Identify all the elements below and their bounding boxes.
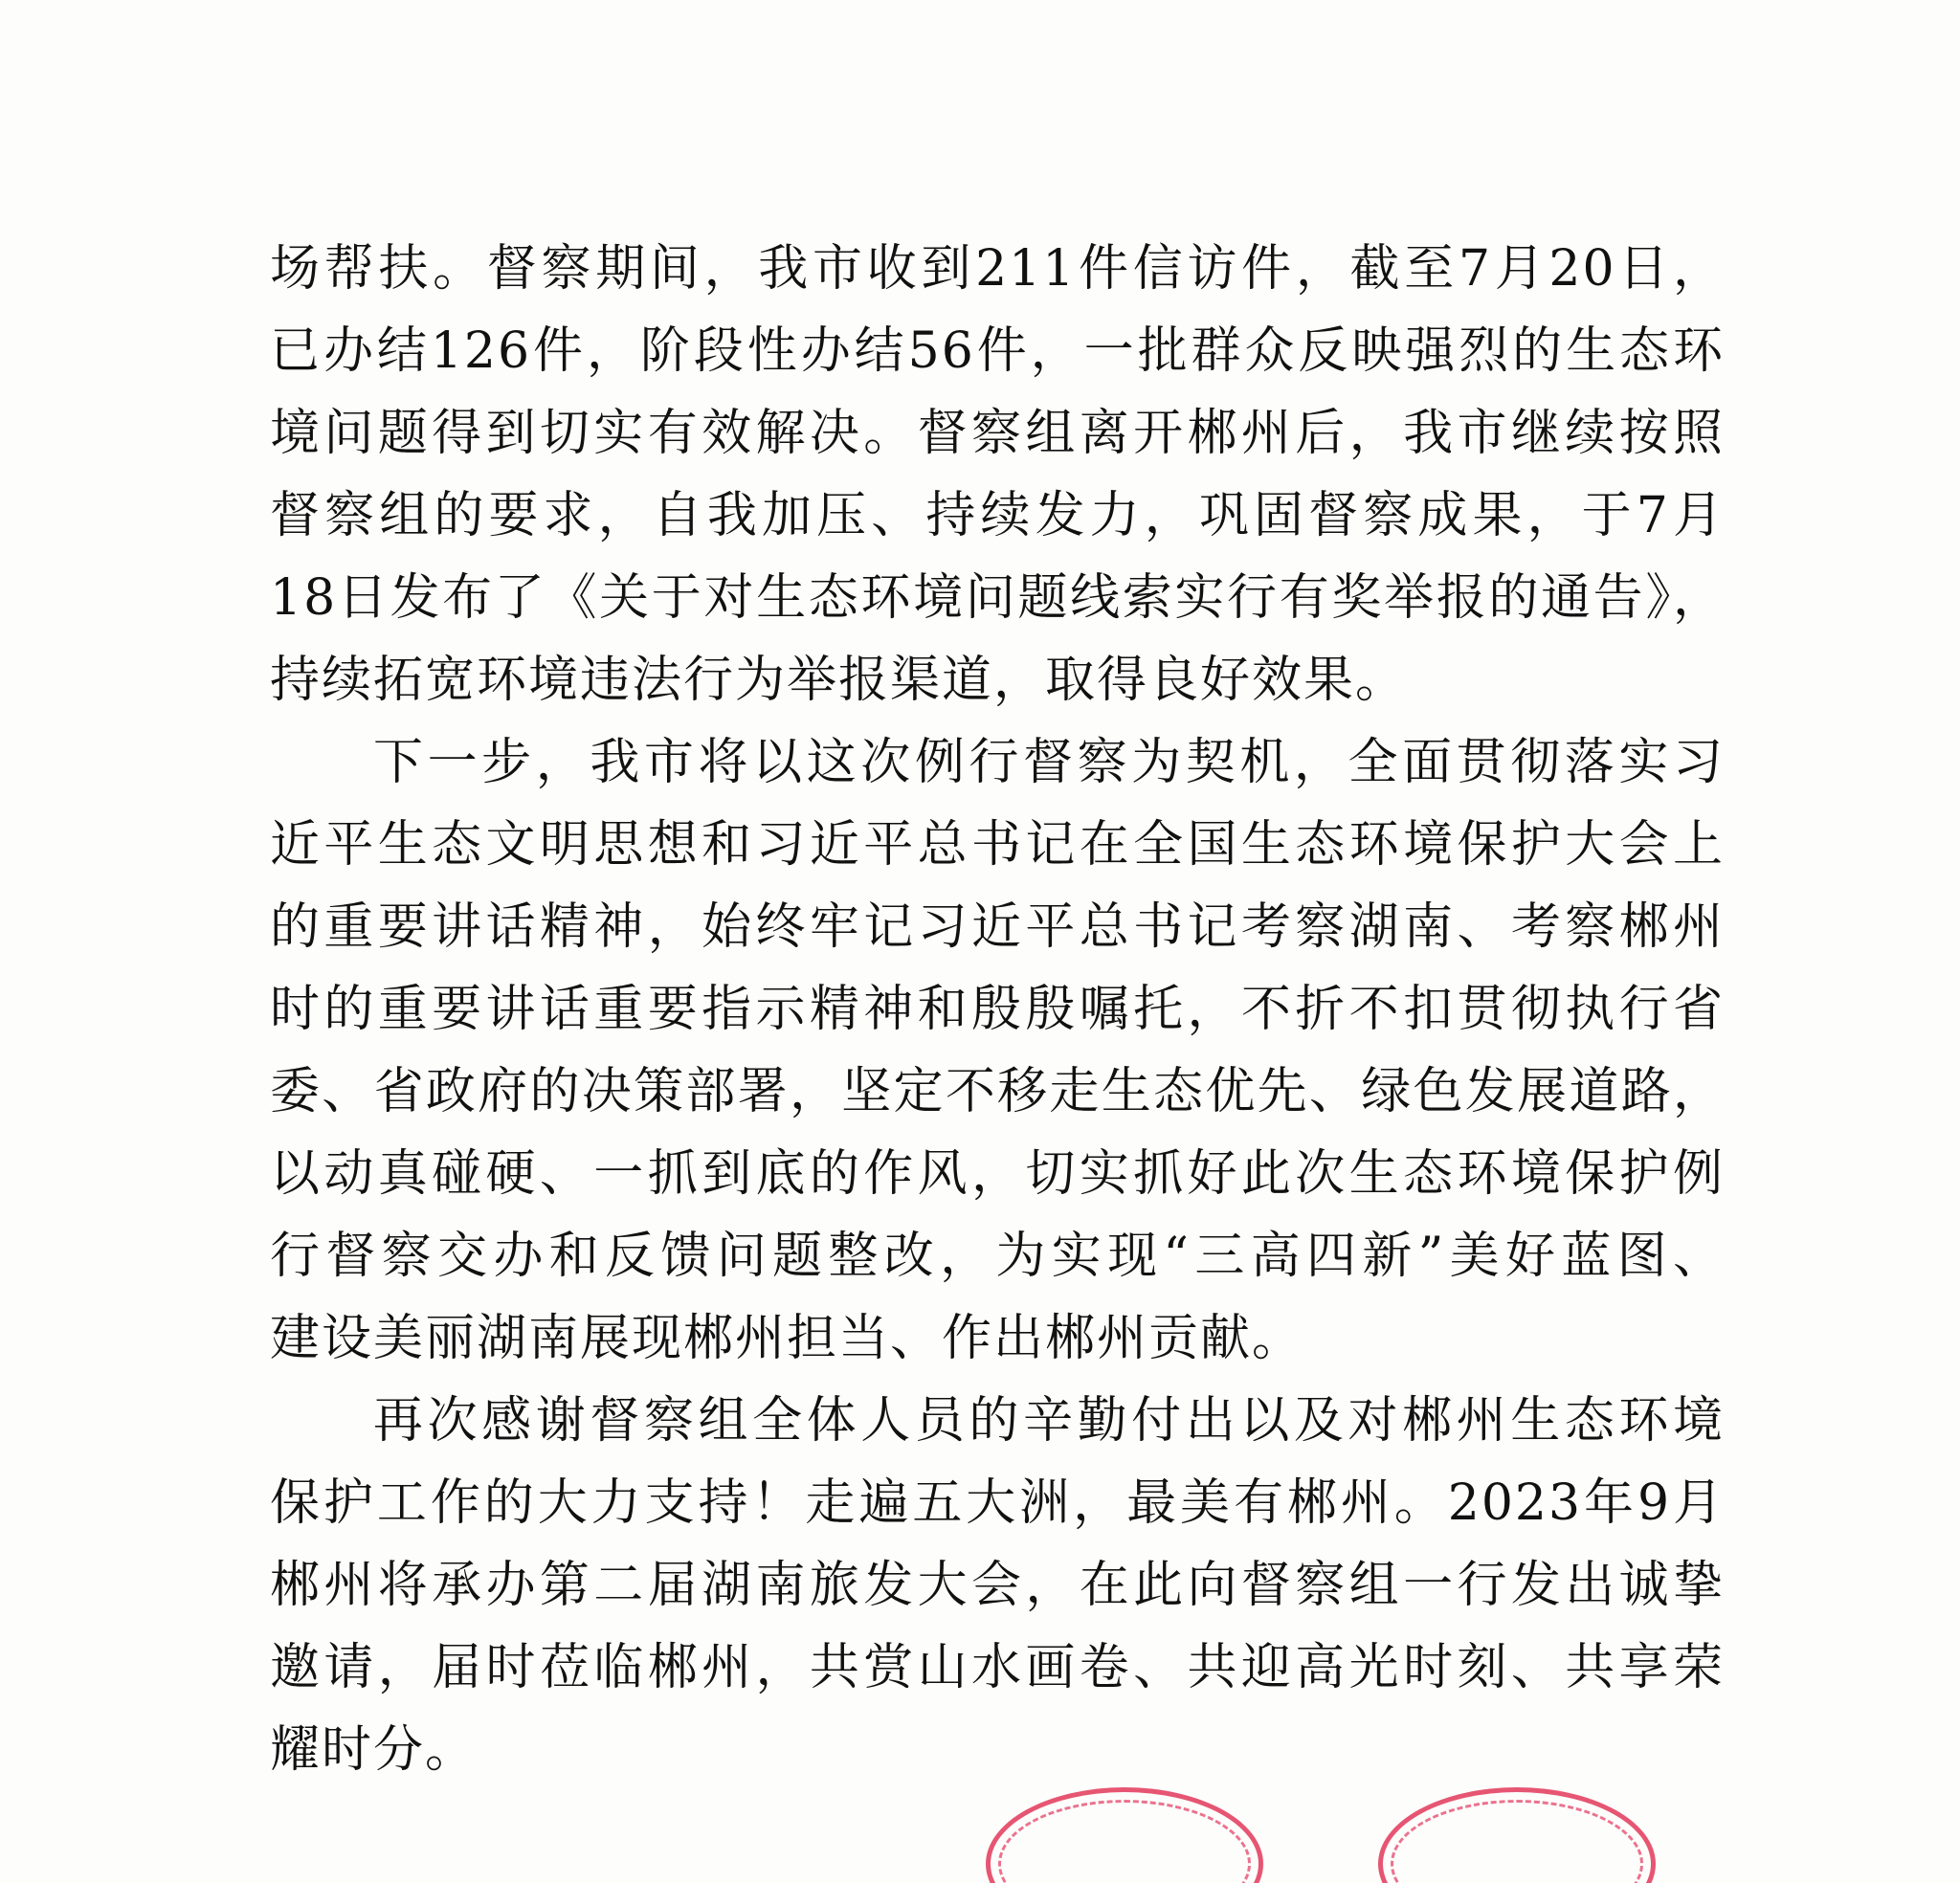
text-line: 18日发布了《关于对生态环境问题线索实行有奖举报的通告》， (270, 569, 1725, 627)
seal-ring (998, 1800, 1251, 1883)
official-seal-left (986, 1787, 1263, 1883)
text-line: 督察组的要求，自我加压、持续发力，巩固督察成果，于7月 (270, 487, 1725, 544)
text-line: 时的重要讲话重要指示精神和殷殷嘱托，不折不扣贯彻执行省 (270, 981, 1725, 1038)
text-line: 近平生态文明思想和习近平总书记在全国生态环境保护大会上 (270, 816, 1725, 874)
official-seal-right (1378, 1787, 1656, 1883)
text-line: 境问题得到切实有效解决。督察组离开郴州后，我市继续按照 (270, 405, 1725, 462)
text-line: 郴州将承办第二届湖南旅发大会，在此向督察组一行发出诚挚 (270, 1557, 1725, 1614)
text-line: 持续拓宽环境违法行为举报渠道，取得良好效果。 (270, 652, 1408, 709)
text-line: 耀时分。 (270, 1721, 478, 1779)
paragraph-1 (270, 228, 1725, 721)
document-body (270, 228, 1725, 1791)
seal-ring (1391, 1800, 1643, 1883)
text-line: 保护工作的大力支持！走遍五大洲，最美有郴州。2023年9月 (270, 1474, 1725, 1532)
text-line: 以动真碰硬、一抓到底的作风，切实抓好此次生态环境保护例 (270, 1145, 1725, 1203)
text-line: 下一步，我市将以这次例行督察为契机，全面贯彻落实习 (373, 734, 1725, 791)
text-line: 场帮扶。督察期间，我市收到211件信访件，截至7月20日， (270, 240, 1725, 298)
text-line: 已办结126件，阶段性办结56件，一批群众反映强烈的生态环 (270, 322, 1725, 380)
text-line: 委、省政府的决策部署，坚定不移走生态优先、绿色发展道路， (270, 1063, 1725, 1120)
text-line: 再次感谢督察组全体人员的辛勤付出以及对郴州生态环境 (373, 1392, 1725, 1450)
text-line: 邀请，届时莅临郴州，共赏山水画卷、共迎高光时刻、共享荣 (270, 1639, 1725, 1696)
text-line: 的重要讲话精神，始终牢记习近平总书记考察湖南、考察郴州 (270, 898, 1725, 956)
paragraph-3 (270, 1380, 1725, 1791)
text-line: 行督察交办和反馈问题整改，为实现“三高四新”美好蓝图、 (270, 1228, 1725, 1285)
text-line: 建设美丽湖南展现郴州担当、作出郴州贡献。 (270, 1310, 1304, 1367)
paragraph-2 (270, 721, 1725, 1380)
